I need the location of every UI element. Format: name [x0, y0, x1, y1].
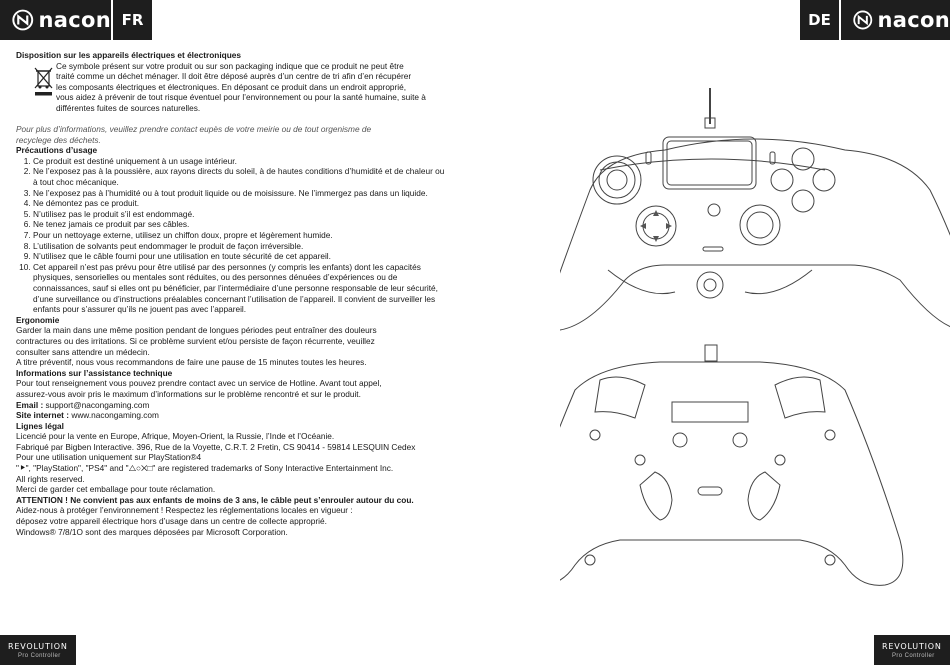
crossed-bin-icon: [16, 61, 56, 114]
list-item: 9. N’utilisez que le câble fourni pour une utilisation en toute sécurité de cet appareil.: [33, 251, 446, 262]
email-label: Email :: [16, 399, 44, 410]
site-label: Site internet :: [16, 410, 70, 421]
product-title: REVOLUTION: [8, 642, 68, 651]
weee-note-line: Pour plus d’informations, veuillez prendre contact eupès de votre meirie ou de tout orgenisme de: [16, 124, 372, 135]
nacon-logo-right: [841, 0, 950, 40]
language-label-left: FR: [113, 0, 152, 40]
rights-line: All rights reserved.: [16, 473, 85, 484]
list-item: 2. Ne l’exposez pas à la poussière, aux rayons directs du soleil, à de hautes conditions d’humidité et de chaleur ou à tout choc mécanique.: [33, 166, 446, 187]
ergonomie-heading: Ergonomie: [16, 314, 60, 325]
website-link[interactable]: www.nacongaming.com: [71, 410, 159, 421]
weee-line: Ce symbole présent sur votre produit ou sur son packaging indique que ce produit ne peut être: [56, 60, 404, 71]
list-item: 1. Ce produit est destiné uniquement à un usage intérieur.: [33, 156, 446, 167]
ergonomie-line: A titre préventif, nous vous recommandons de faire une pause de 15 minutes toutes les heures.: [16, 357, 367, 368]
brand-name-right: nacon: [877, 8, 950, 32]
revolution-logo-right: [874, 635, 950, 665]
assistance-line: Pour tout renseignement vous pouvez prendre contact avec un service de Hotline. Avant tout appel,: [16, 378, 382, 389]
controller-front-view: [560, 88, 950, 331]
assistance-heading: Informations sur l’assistance technique: [16, 367, 173, 378]
email-link[interactable]: support@nacongaming.com: [45, 399, 150, 410]
list-item: 5. N’utilisez pas le produit s’il est endommagé.: [33, 209, 446, 220]
legal-line: Fabriqué par Bigben Interactive. 396, Rue de la Voyette, C.R.T. 2 Fretin, CS 90414 - 59814 LESQUIN Cedex: [16, 441, 416, 452]
brand-name: nacon: [38, 8, 111, 32]
env-line: Aidez-nous à protéger l’environnement ! Respectez les réglementations locales en vigueur :: [16, 505, 353, 516]
warning-line: ATTENTION ! Ne convient pas aux enfants de moins de 3 ans, le câble peut s’enrouler autour du cou.: [16, 494, 414, 505]
controller-diagrams: [560, 40, 950, 630]
nacon-logo: [0, 0, 111, 40]
list-item: 6. Ne tenez jamais ce produit par ses câbles.: [33, 219, 446, 230]
weee-note: [16, 124, 446, 145]
manual-text: [16, 50, 446, 537]
assistance-line: assurez-vous avoir pris le maximum d’informations sur le problème rencontré et sur le produit.: [16, 388, 361, 399]
precautions-heading: Précautions d’usage: [16, 145, 98, 156]
nacon-logo-icon: [853, 9, 873, 31]
list-item: 7. Pour un nettoyage externe, utilisez un chiffon doux, propre et légèrement humide.: [33, 230, 446, 241]
list-item: 10. Cet appareil n’est pas prévu pour être utilisé par des personnes (y compris les enfants) dont les capacités physiques, sensorielles ou mentales sont réduites, ou des personnes dénuées d’expériences ou de connaissances, sauf si elles ont pu bénéficier, par l’intermédiaire d’une personne responsable de leur sécurité, d’une surveillance ou d’instructions préalables concernant l’utilisation de l’appareil. Il convient de surveiller les enfants pour s’assurer qu’ils ne jouent pas avec l’appareil.: [33, 262, 446, 315]
nacon-logo-icon: [12, 9, 34, 31]
weee-heading: Disposition sur les appareils électriques et électroniques: [16, 50, 242, 60]
env-line: déposez votre appareil électrique hors d’usage dans un centre de collecte approprié.: [16, 516, 327, 527]
legal-heading: Lignes légal: [16, 420, 64, 431]
weee-line: traité comme un déchet ménager. Il doit être déposé auprès d’un centre de tri afin d’en récupérer: [56, 71, 412, 82]
legal-line: Licencié pour la vente en Europe, Afrique, Moyen-Orient, la Russie, l’Inde et l’Océanie.: [16, 431, 335, 442]
trademark-line: "⯈", "PlayStation", "PS4" and "△○✕□" are registered trademarks of Sony Interactive Entertainment Inc.: [16, 463, 394, 474]
product-subtitle-right: Pro Controller: [892, 653, 935, 659]
language-label-right: DE: [800, 0, 839, 40]
weee-line: les composants électriques et électroniques. En déposant ce produit dans un endroit approprié,: [56, 81, 407, 92]
weee-block: [16, 61, 446, 114]
weee-note-line: recyclege des déchets.: [16, 134, 101, 145]
product-subtitle: Pro Controller: [18, 653, 61, 659]
windows-line: Windows® 7/8/1O sont des marques déposées par Microsoft Corporation.: [16, 526, 288, 537]
ergonomie-line: contractures ou des irritations. Si ce problème survient et/ou persiste de façon récurrente, veuillez: [16, 335, 375, 346]
controller-back-view: [560, 345, 903, 585]
precautions-list: [16, 156, 446, 315]
list-item: 3. Ne l’exposez pas à l’humidité ou à tout produit liquide ou de moisissure. Ne l’immergez pas dans un liquide.: [33, 188, 446, 199]
list-item: 8. L’utilisation de solvants peut endommager le produit de façon irréversible.: [33, 241, 446, 252]
list-item: 4. Ne démontez pas ce produit.: [33, 198, 446, 209]
weee-line: vous aidez à prévenir de tout risque éventuel pour l’environnement ou pour la santé humaine, suite à: [56, 92, 426, 103]
product-title-right: REVOLUTION: [882, 642, 942, 651]
ergonomie-line: consulter sans attendre un médecin.: [16, 346, 150, 357]
revolution-logo-left: [0, 635, 76, 665]
weee-line: différentes fuites de sources naturelles.: [56, 102, 201, 113]
email-row: [16, 400, 446, 411]
header-left: [0, 0, 152, 40]
keep-line: Merci de garder cet emballage pour toute réclamation.: [16, 484, 216, 495]
ergonomie-line: Garder la main dans une même position pendant de longues périodes peut entraîner des douleurs: [16, 325, 377, 336]
site-row: [16, 410, 446, 421]
ps-line: Pour une utilisation uniquement sur PlayStation®4: [16, 452, 202, 463]
